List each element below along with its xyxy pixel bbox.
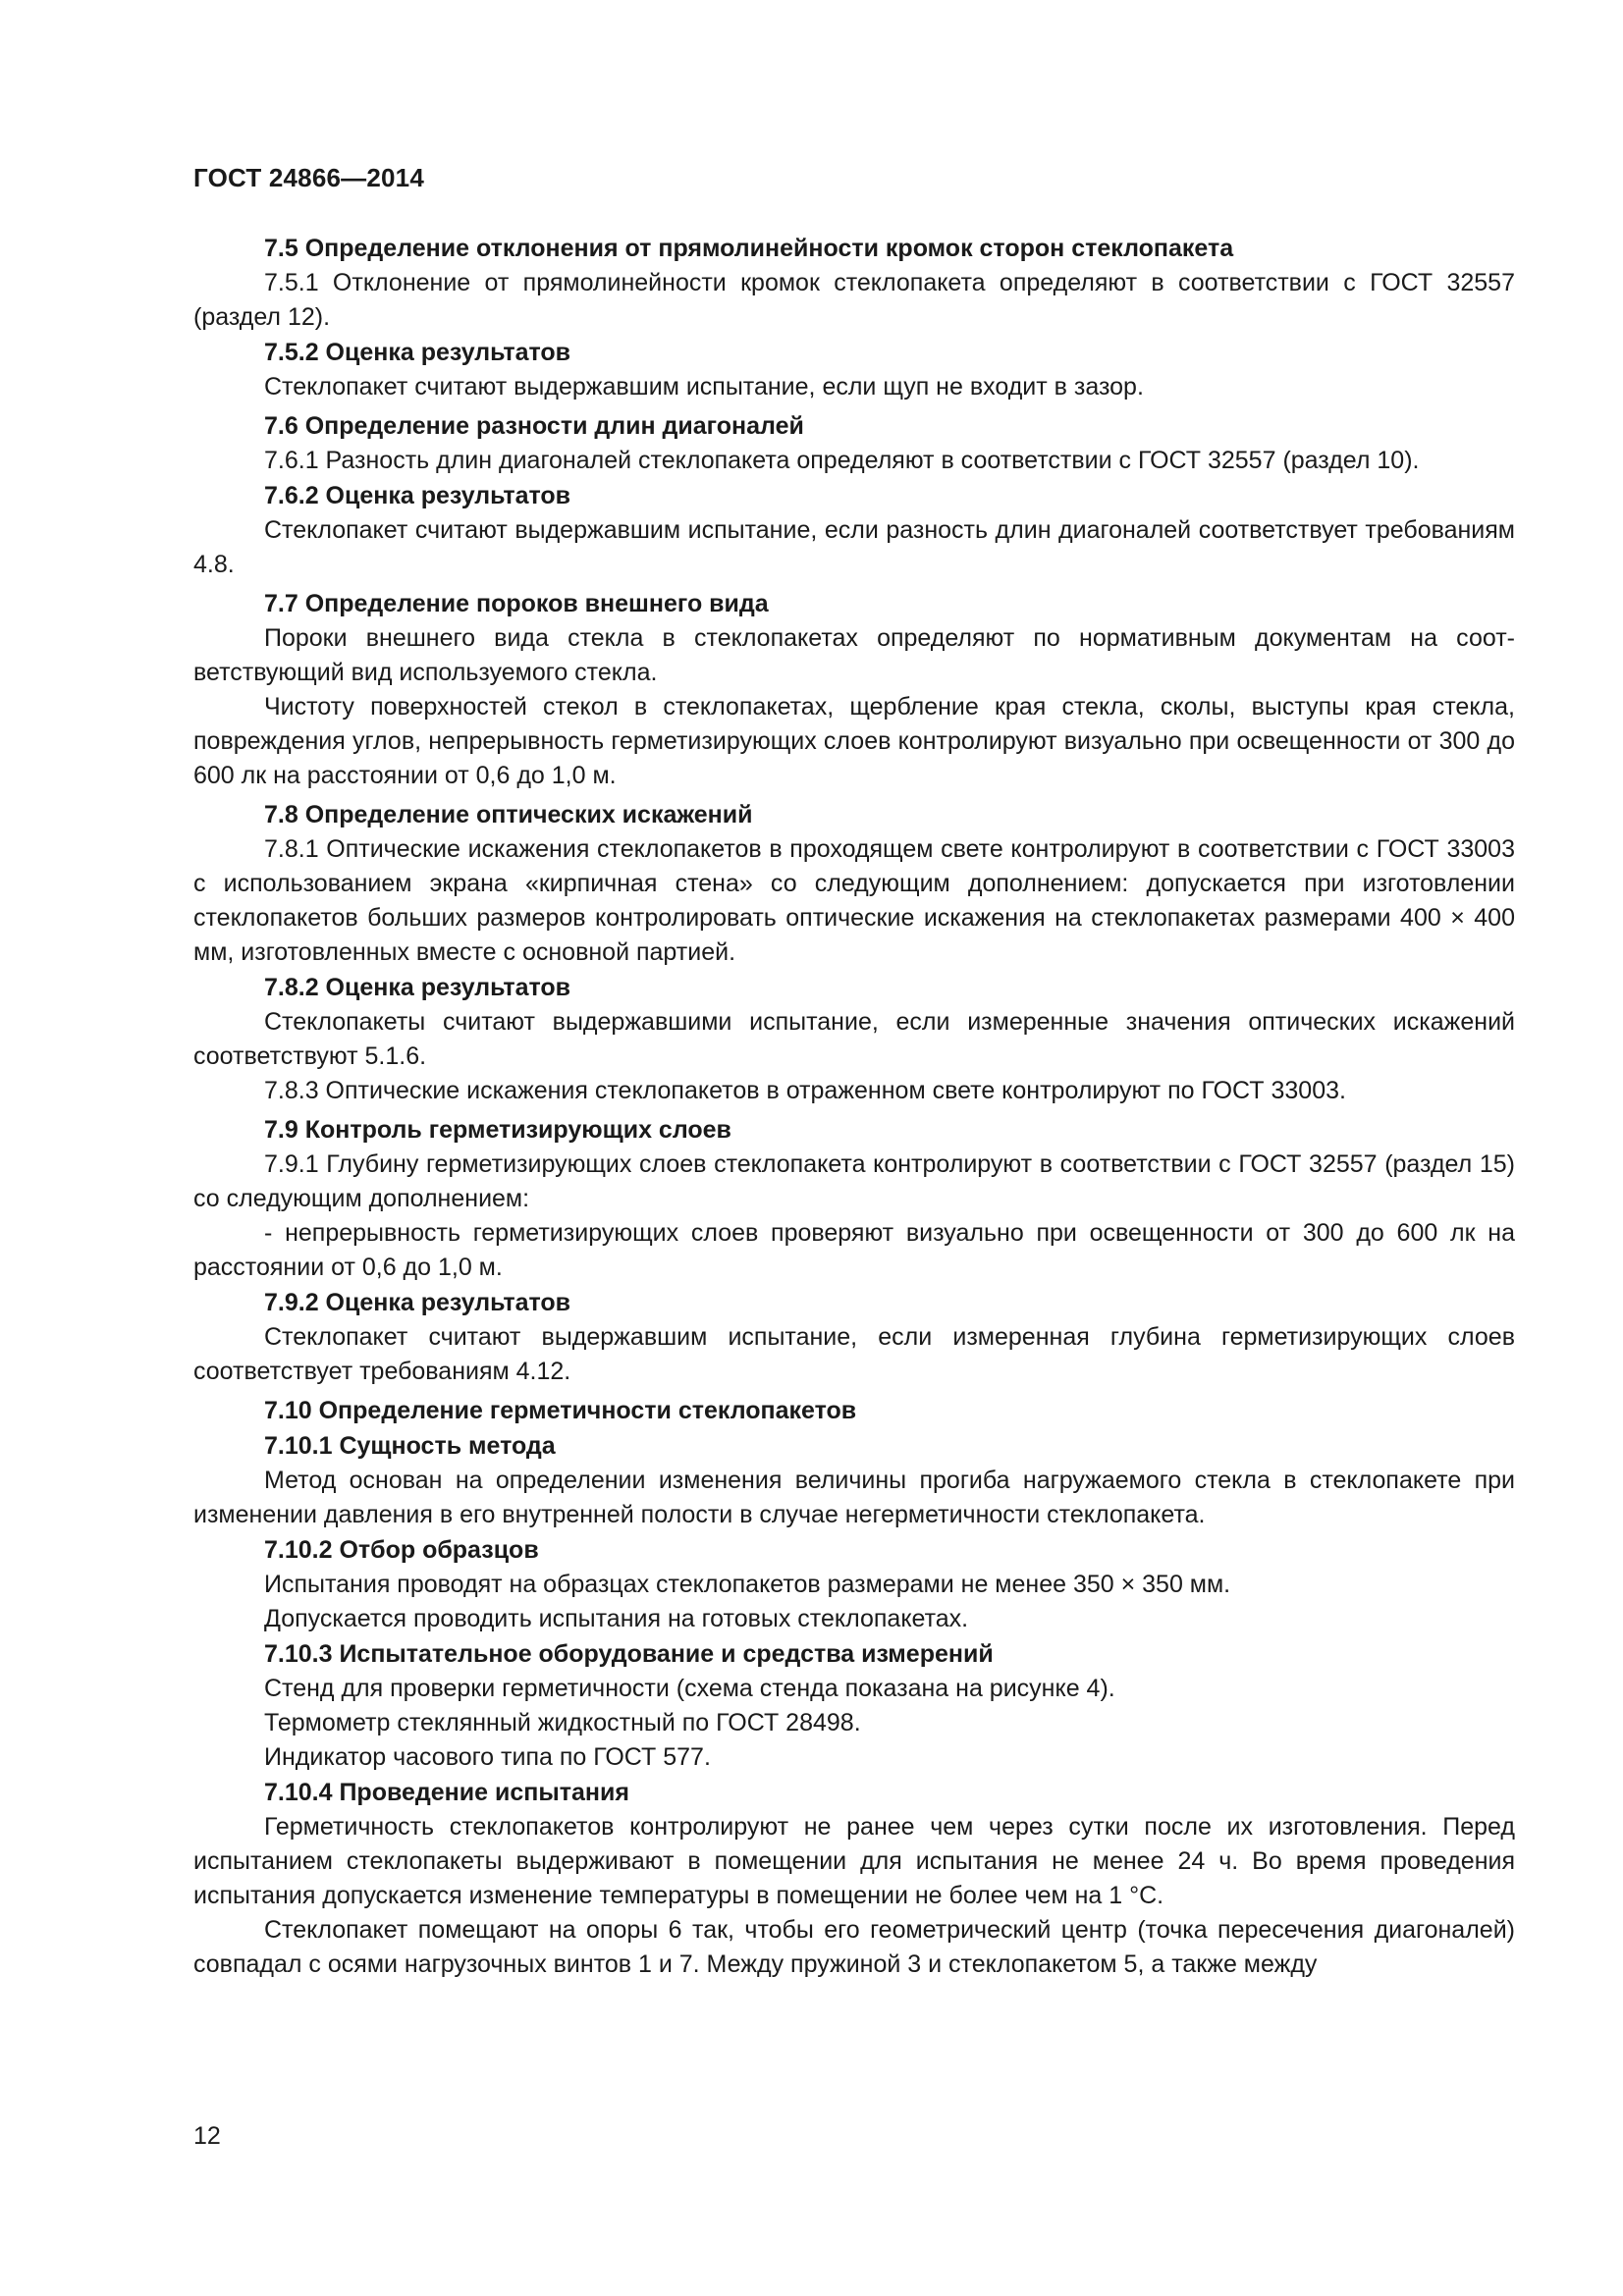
page-number: 12 [193,2122,221,2150]
subsection-heading-7-6-2: 7.6.2 Оценка результатов [264,482,571,509]
paragraph-7-10-4-b: Стеклопакет помещают на опоры 6 так, чтобы его геометрический центр (точка пересечения диагоналей) совпадал с осями нагрузочных винтов 1 и 7. Между пружиной 3 и стеклопакетом 5, а также между [193,1916,1515,1978]
section-heading-7-8: 7.8 Определение оптических искажений [264,801,753,828]
paragraph-7-5-1: 7.5.1 Отклонение от прямолинейности кромок стеклопакета определяют в соответствии с ГОСТ 32557 (раздел 12). [193,269,1515,331]
paragraph-7-7-b: Чистоту поверхностей стекол в стеклопакетах, щербление края стекла, сколы, выступы края стекла, повреждения углов, непрерывность герметизирующих слоев контролируют визуально при освещенности от 300 до 600 лк на расстоянии от 0,6 до 1,0 м. [193,693,1515,789]
section-heading-7-6: 7.6 Определение разности длин диагоналей [264,412,804,440]
subsection-heading-7-10-3: 7.10.3 Испытательное оборудование и средства измерений [264,1640,994,1668]
section-heading-7-5: 7.5 Определение отклонения от прямолинейности кромок сторон стеклопакета [264,235,1234,262]
paragraph-7-10-3-c: Индикатор часового типа по ГОСТ 577. [264,1743,711,1771]
paragraph-7-9-1-item: - непрерывность герметизирующих слоев проверяют визуально при освещенности от 300 до 600 лк на расстоянии от 0,6 до 1,0 м. [193,1219,1515,1281]
paragraph-7-10-2-b: Допускается проводить испытания на готовых стеклопакетах. [264,1605,969,1632]
paragraph-7-6-2: Стеклопакет считают выдержавшим испытание, если разность длин диагоналей соответствует требованиям 4.8. [193,516,1515,578]
paragraph-7-10-3-b: Термометр стеклянный жидкостный по ГОСТ 28498. [264,1709,861,1736]
section-heading-7-7: 7.7 Определение пороков внешнего вида [264,590,769,617]
document-code-header: ГОСТ 24866—2014 [193,163,424,192]
section-heading-7-9: 7.9 Контроль герметизирующих слоев [264,1116,731,1144]
paragraph-7-10-1: Метод основан на определении изменения величины прогиба нагружаемого стекла в стеклопакете при изменении давления в его внутренней полости в случае негерметичности стеклопакета. [193,1467,1515,1528]
subsection-heading-7-10-1: 7.10.1 Сущность метода [264,1432,556,1460]
subsection-heading-7-9-2: 7.9.2 Оценка результатов [264,1289,571,1316]
section-heading-7-10: 7.10 Определение герметичности стеклопакетов [264,1397,857,1424]
subsection-heading-7-5-2: 7.5.2 Оценка результатов [264,339,571,366]
subsection-heading-7-8-2: 7.8.2 Оценка результатов [264,974,571,1001]
paragraph-7-9-2: Стеклопакет считают выдержавшим испытание, если измеренная глубина герметизирующих слоев соответствует требованиям 4.12. [193,1323,1515,1385]
paragraph-7-7-a: Пороки внешнего вида стекла в стеклопакетах определяют по нормативным документам на соответствующий вид используемого стекла. [193,624,1515,686]
paragraph-7-10-2-a: Испытания проводят на образцах стеклопакетов размерами не менее 350 × 350 мм. [264,1571,1231,1598]
subsection-heading-7-10-4: 7.10.4 Проведение испытания [264,1779,629,1806]
paragraph-7-10-4-a: Герметичность стеклопакетов контролируют не ранее чем через сутки после их изготовления. Перед испытанием стеклопакеты выдерживают в помещении для испытания не менее 24 ч. Во время проведения испытания допускается изменение температуры в помещении не более чем на 1 °С. [193,1813,1515,1909]
paragraph-7-9-1: 7.9.1 Глубину герметизирующих слоев стеклопакета контролируют в соответствии с ГОСТ 32557 (раздел 15) со следующим дополнением: [193,1150,1515,1212]
paragraph-7-6-1: 7.6.1 Разность длин диагоналей стеклопакета определяют в соответствии с ГОСТ 32557 (раздел 10). [264,447,1420,474]
subsection-heading-7-10-2: 7.10.2 Отбор образцов [264,1536,539,1564]
document-body [193,231,1515,1982]
paragraph-7-5-2: Стеклопакет считают выдержавшим испытание, если щуп не входит в зазор. [264,373,1144,400]
paragraph-7-8-1: 7.8.1 Оптические искажения стеклопакетов в проходящем свете контролируют в соответствии с ГОСТ 33003 с использованием экрана «кирпичная стена» со следующим дополнением: допускается при изготовлении стеклопакетов больших размеров контролировать оптические искажения на стеклопакетах размерами 400 × 400 мм, изготовленных вместе с основной партией. [193,835,1515,966]
paragraph-7-8-3: 7.8.3 Оптические искажения стеклопакетов в отраженном свете контролируют по ГОСТ 33003. [264,1077,1346,1104]
paragraph-7-8-2: Стеклопакеты считают выдержавшими испытание, если измеренные значения оптических искажений соответствуют 5.1.6. [193,1008,1515,1070]
paragraph-7-10-3-a: Стенд для проверки герметичности (схема стенда показана на рисунке 4). [264,1675,1115,1702]
